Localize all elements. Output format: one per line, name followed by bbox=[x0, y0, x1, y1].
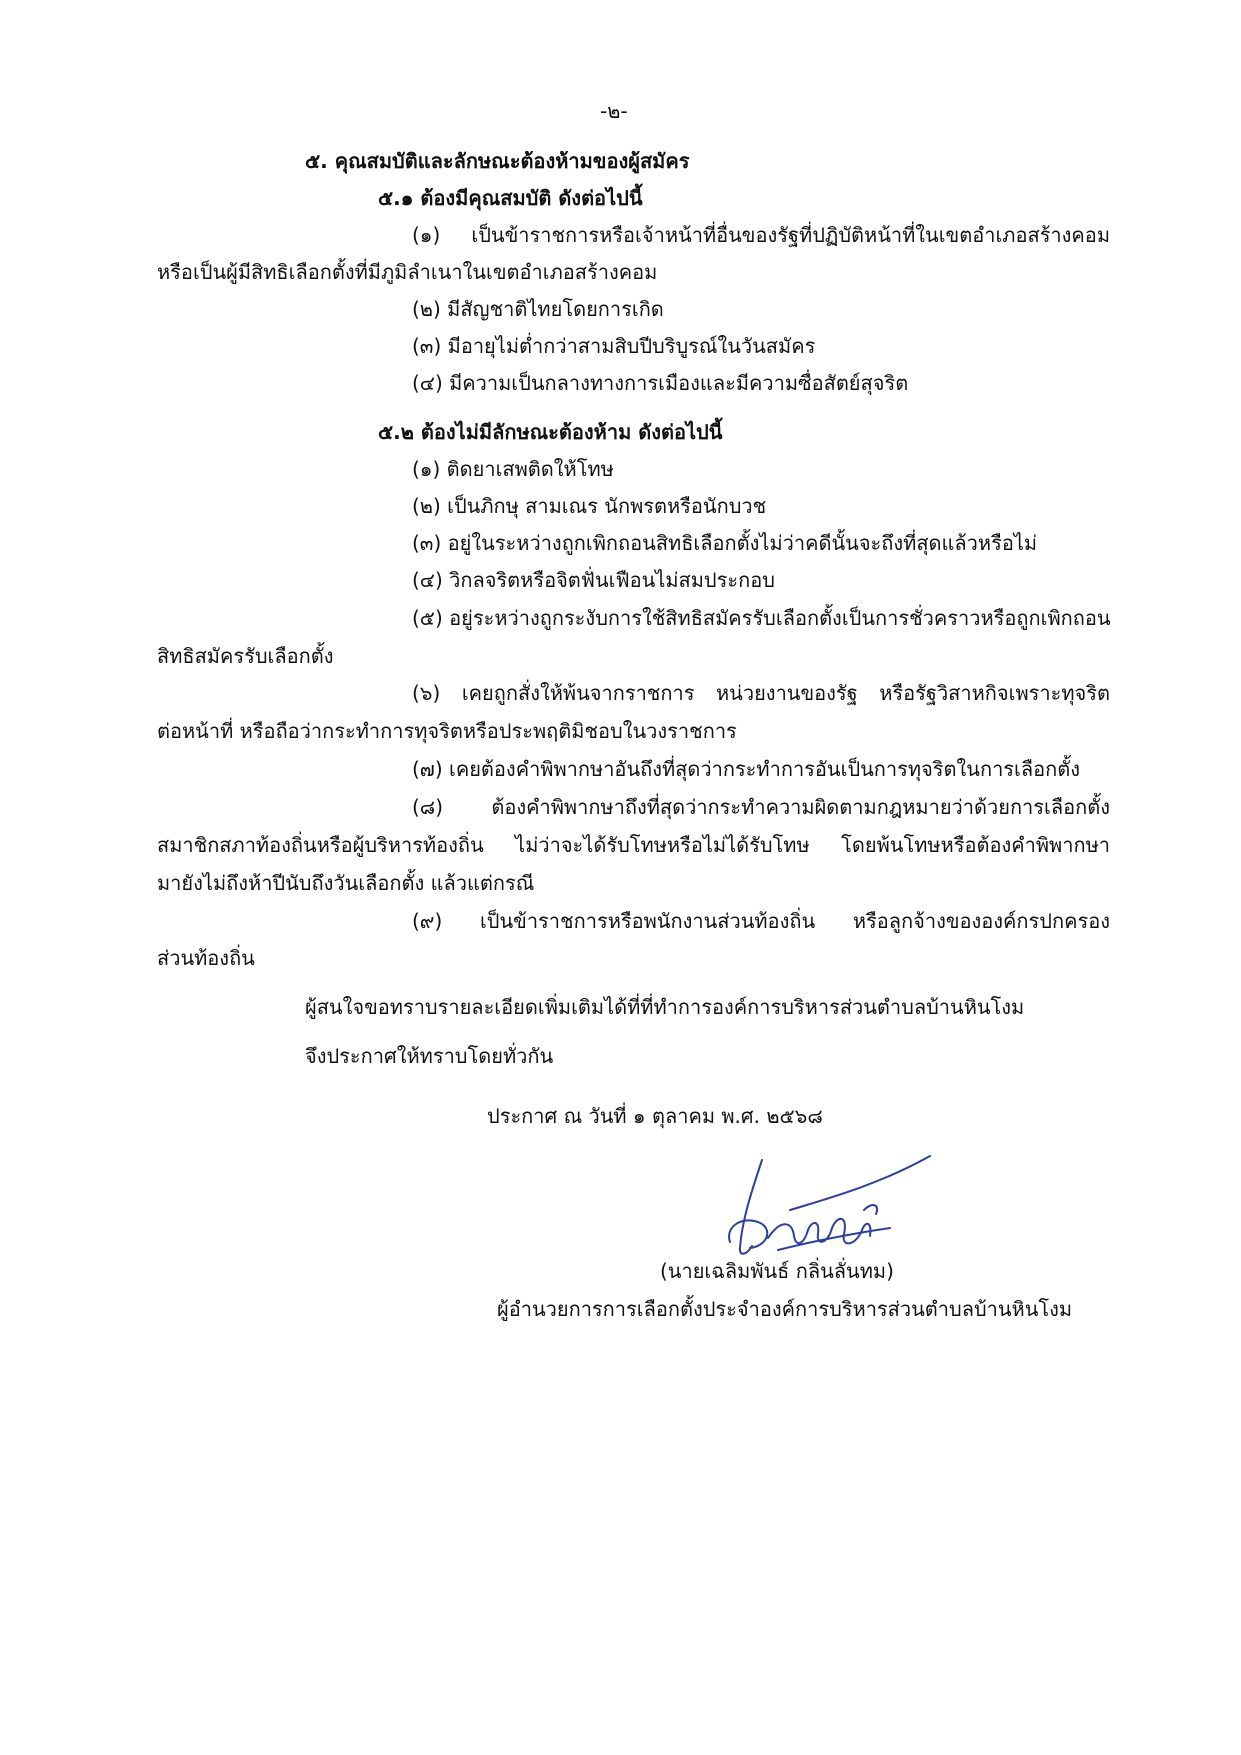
signatory-position: ผู้อำนวยการการเลือกตั้งประจำองค์การบริหารส่วนตำบลบ้านหินโงม bbox=[497, 1297, 1073, 1321]
subsection-heading-5-2: ๕.๒ ต้องไม่มีลักษณะต้องห้าม ดังต่อไปนี้ bbox=[378, 420, 723, 444]
prohibition-item: (๕) อยู่ระหว่างถูกระงับการใช้สิทธิสมัครรับเลือกตั้งเป็นการชั่วคราวหรือถูกเพิกถอน bbox=[412, 606, 1111, 630]
prohibition-item: (๔) วิกลจริตหรือจิตฟั่นเฟือนไม่สมประกอบ bbox=[412, 568, 775, 592]
prohibition-item-continuation: สิทธิสมัครรับเลือกตั้ง bbox=[157, 644, 334, 668]
page-number: -๒- bbox=[600, 99, 628, 123]
prohibition-item-continuation: มายังไม่ถึงห้าปีนับถึงวันเลือกตั้ง แล้วแต่กรณี bbox=[157, 871, 535, 895]
prohibition-item: (๗) เคยต้องคำพิพากษาอันถึงที่สุดว่ากระทำการอันเป็นการทุจริตในการเลือกตั้ง bbox=[412, 757, 1081, 781]
prohibition-item: (๙) เป็นข้าราชการหรือพนักงานส่วนท้องถิ่น หรือลูกจ้างขององค์กรปกครอง bbox=[412, 909, 1110, 933]
prohibition-item: (๒) เป็นภิกษุ สามเณร นักพรตหรือนักบวช bbox=[412, 494, 767, 518]
contact-paragraph: ผู้สนใจขอทราบรายละเอียดเพิ่มเติมได้ที่ที่ทำการองค์การบริหารส่วนตำบลบ้านหินโงม bbox=[305, 995, 1025, 1019]
subsection-heading-5-1: ๕.๑ ต้องมีคุณสมบัติ ดังต่อไปนี้ bbox=[378, 186, 643, 210]
prohibition-item-continuation: สมาชิกสภาท้องถิ่นหรือผู้บริหารท้องถิ่น ไม่ว่าจะได้รับโทษหรือไม่ได้รับโทษ โดยพ้นโทษหรือต้องคำพิพากษา bbox=[157, 833, 1110, 857]
prohibition-item-continuation: ต่อหน้าที่ หรือถือว่ากระทำการทุจริตหรือประพฤติมิชอบในวงราชการ bbox=[157, 719, 737, 743]
qualification-item: (๒) มีสัญชาติไทยโดยการเกิด bbox=[412, 297, 664, 321]
prohibition-item: (๑) ติดยาเสพติดให้โทษ bbox=[412, 457, 614, 481]
qualification-item: (๑) เป็นข้าราชการหรือเจ้าหน้าที่อื่นของรัฐที่ปฏิบัติหน้าที่ในเขตอำเภอสร้างคอม bbox=[412, 223, 1110, 247]
announcement-date: ประกาศ ณ วันที่ ๑ ตุลาคม พ.ศ. ๒๕๖๘ bbox=[487, 1104, 823, 1128]
prohibition-item: (๓) อยู่ในระหว่างถูกเพิกถอนสิทธิเลือกตั้งไม่ว่าคดีนั้นจะถึงที่สุดแล้วหรือไม่ bbox=[412, 531, 1038, 555]
section-heading: ๕. คุณสมบัติและลักษณะต้องห้ามของผู้สมัคร bbox=[305, 149, 690, 173]
prohibition-item-continuation: ส่วนท้องถิ่น bbox=[157, 946, 255, 970]
announcement-line: จึงประกาศให้ทราบโดยทั่วกัน bbox=[305, 1044, 554, 1068]
handwritten-signature bbox=[690, 1150, 935, 1262]
signatory-name: (นายเฉลิมพันธ์ กลิ่นลั่นทม) bbox=[660, 1259, 894, 1283]
prohibition-item: (๘) ต้องคำพิพากษาถึงที่สุดว่ากระทำความผิดตามกฎหมายว่าด้วยการเลือกตั้ง bbox=[412, 795, 1110, 819]
qualification-item-continuation: หรือเป็นผู้มีสิทธิเลือกตั้งที่มีภูมิลำเนาในเขตอำเภอสร้างคอม bbox=[157, 260, 658, 284]
qualification-item: (๓) มีอายุไม่ต่ำกว่าสามสิบปีบริบูรณ์ในวันสมัคร bbox=[412, 334, 816, 358]
prohibition-item: (๖) เคยถูกสั่งให้พ้นจากราชการ หน่วยงานของรัฐ หรือรัฐวิสาหกิจเพราะทุจริต bbox=[412, 681, 1110, 705]
qualification-item: (๔) มีความเป็นกลางทางการเมืองและมีความซื่อสัตย์สุจริต bbox=[412, 371, 909, 395]
